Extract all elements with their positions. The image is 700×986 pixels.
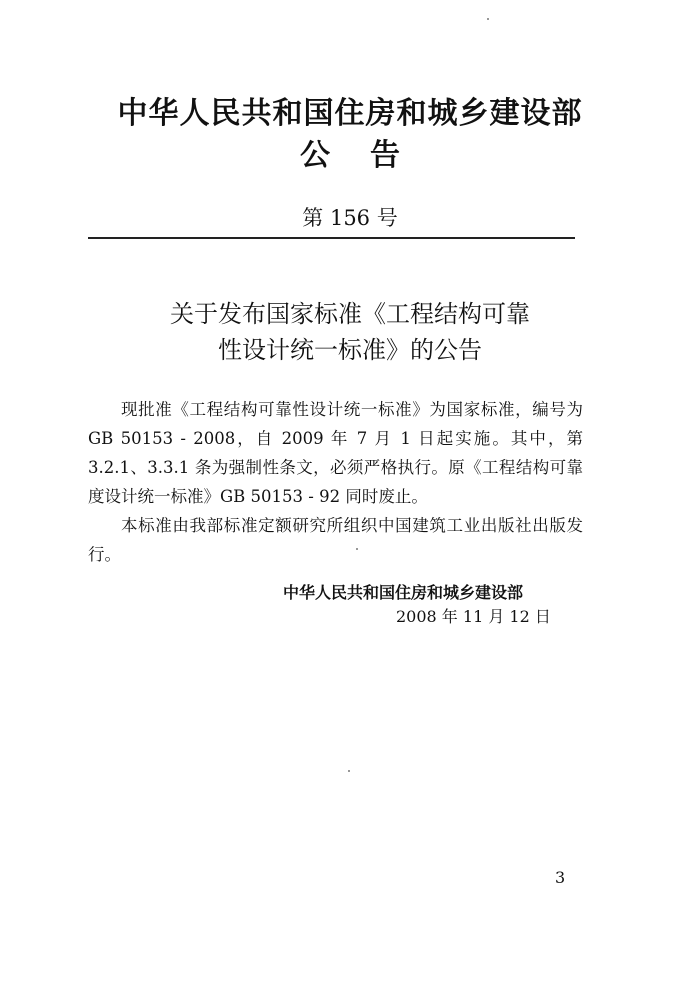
announcement-number: 第 156 号 xyxy=(302,206,398,230)
subject-line-1: 关于发布国家标准《工程结构可靠 xyxy=(170,300,530,328)
page-number: 3 xyxy=(555,868,566,887)
announcement-body xyxy=(88,395,583,569)
subject-line-2: 性设计统一标准》的公告 xyxy=(218,336,482,364)
scan-speck xyxy=(487,18,489,20)
document-type-heading: 公告 xyxy=(300,138,440,173)
issuing-ministry-title: 中华人民共和国住房和城乡建设部 xyxy=(117,96,583,131)
scan-speck xyxy=(348,770,350,772)
announcement-subject xyxy=(0,296,700,368)
header-divider xyxy=(88,237,575,239)
body-paragraph: 本标准由我部标准定额研究所组织中国建筑工业出版社出版发行。 xyxy=(88,516,583,564)
scan-speck xyxy=(356,548,358,550)
signing-date: 2008 年 11 月 12 日 xyxy=(396,607,551,626)
signing-organization: 中华人民共和国住房和城乡建设部 xyxy=(283,583,524,602)
body-paragraph: 现批准《工程结构可靠性设计统一标准》为国家标准，编号为 GB 50153 - 2008，自 2009 年 7 月 1 日起实施。其中，第 3.2.1、3.3.1 条为强制性条文，必须严格执行。原《工程结构可靠度设计统一标准》GB 50153 - 92 同时废止。 xyxy=(88,400,583,506)
